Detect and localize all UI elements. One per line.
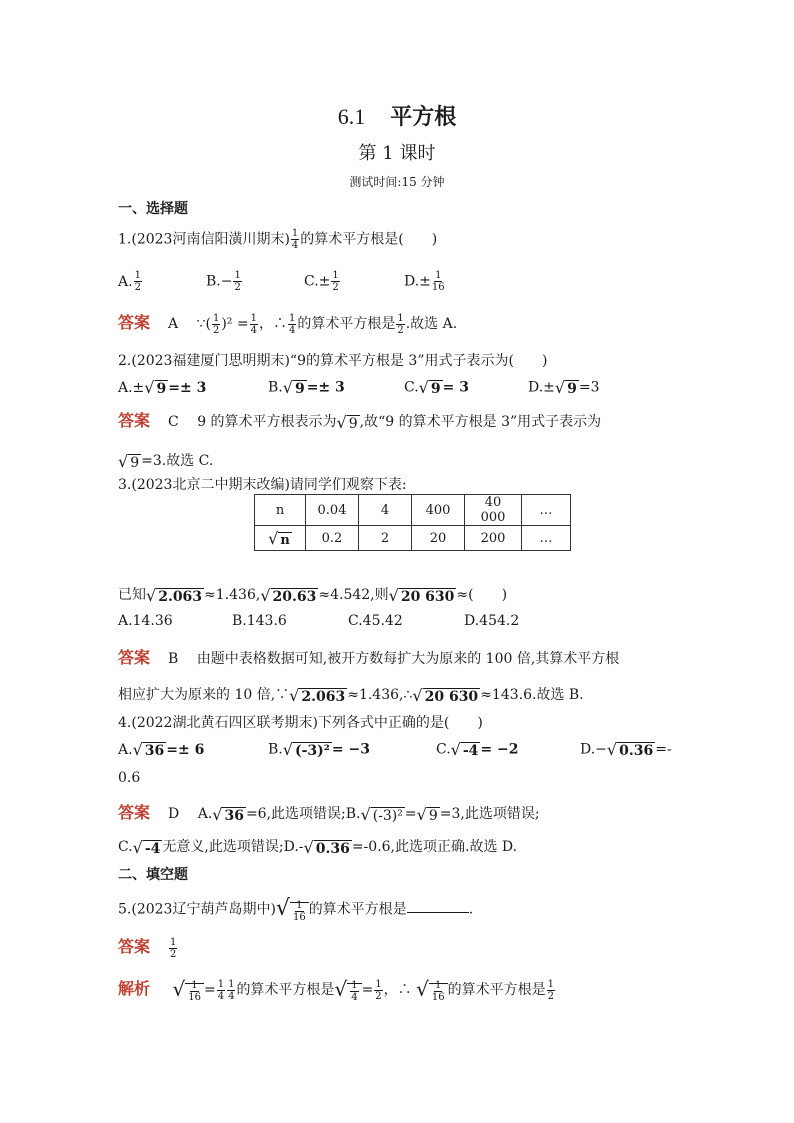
q3-answer-letter: B [168,651,179,667]
q5-end: . [468,901,474,918]
section-title: 平方根 [390,104,457,130]
q1-opt-b-frac [233,270,241,293]
q4-opt-a-rest: =± 6 [166,741,205,758]
q4-exp-5: C. [118,839,133,855]
q2-opt-b-rad: 9 [294,381,305,397]
q2-answer [118,408,601,432]
q2-exp-1: 9 的算术平方根表示为 [197,414,337,430]
q2-exp-line2-radical: √ 9 [118,451,140,471]
q1-exp-2: )² = [221,316,249,332]
q2-opt-c-label: C. [404,379,419,396]
q4-answer-letter: D [168,806,180,822]
q4-answer-line-2 [118,836,517,857]
q1-opt-a-label: A. [118,273,133,290]
q1-option-d [404,270,446,293]
q4-opt-d-rest: =- [655,741,672,758]
q1-exp-frac-2-den: 4 [250,324,257,336]
q3-exp-1: 由题中表格数据可知,被开方数每扩大为原来的 100 倍,其算术平方根 [196,651,620,667]
section-number: 6.1 [337,104,366,129]
q4-option-c [436,740,519,759]
q2-opt-d-radical: √ 9 [554,378,577,397]
q2-opt-a-rest: =± 3 [168,379,207,396]
q5-a-rad-2: √ $\frac{1}{4}$ [334,977,361,1004]
q1-exp-frac-3-den: 4 [288,324,296,336]
q4-opt-c-label: C. [436,741,451,758]
q1-exp-frac-4-num: 1 [397,312,404,324]
q2-option-d [528,378,600,397]
q5-analysis [118,976,556,1003]
q3-table [254,494,571,551]
q5-a-f3-num: 1 [228,978,235,990]
q2-exp-line2: =3.故选 C. [141,453,214,469]
q4-opt-a-label: A. [118,741,133,758]
q1-exp-frac-4-den: 2 [397,324,404,336]
q3-given-2: ≈1.436, [204,587,261,603]
q5-a-f4-num: 1 [351,980,358,992]
q2-option-c [404,378,469,397]
q1-options [118,270,445,293]
q2-opt-a-rad: 9 [156,381,167,397]
q5-a-f5-den: 2 [375,990,382,1002]
q1-fraction [291,228,299,251]
q4-exp-r1: 36 [224,807,244,824]
q5-radical: √ $\frac{1}{16}$ [276,896,309,923]
q5-a-frac-5 [374,979,382,1002]
table-cell: 20 [412,526,465,551]
q5-answer-label: 答案 [118,937,151,956]
q3-given-rad-3: √ 20 630 [388,585,455,605]
q1-exp-frac-4 [396,313,404,336]
q4-opt-b-label: B. [268,741,283,758]
q5-frac-den: 16 [292,911,306,923]
q2-opt-b-rest: =± 3 [306,379,345,396]
q3-option-b: B.143.6 [232,613,287,629]
q4-answer [118,800,540,824]
q5-a-3: = [361,982,374,998]
test-time: 测试时间:15 分钟 [349,175,445,189]
q3-given-r2: 20.63 [272,588,317,605]
q5-a-f7-num: 1 [547,978,554,990]
q1-opt-b-den: 2 [234,282,241,293]
table-cell: 0.2 [306,526,359,551]
q2-opt-d-label: D.± [528,379,555,396]
q4-exp-4: =3,此选项错误; [439,806,540,822]
page-title [0,100,794,131]
q3-option-d: D.454.2 [464,613,520,629]
q5-analysis-label: 解析 [118,979,151,998]
q3-answer-label: 答案 [118,648,151,667]
q4-exp-rad-3: √ 9 [416,804,438,824]
q4-exp-1: A. [197,806,213,822]
q4-option-d-wrap: 0.6 [118,770,141,786]
q2-option-a [118,380,206,396]
question-3: 3.(2023北京二中期末改编)请同学们观察下表: [118,477,407,493]
q5-a-f5-num: 1 [375,978,382,990]
q5-a-5: 的算术平方根是 [447,982,546,998]
q1-exp-frac-1 [212,313,220,336]
q4-opt-c-rest: = −2 [480,741,519,758]
q1-opt-d-num: 1 [435,270,442,281]
q5-answer-num: 1 [170,936,177,948]
q1-suffix: 的算术平方根是( ) [300,231,438,248]
q5-a-frac-3 [227,979,235,1002]
q5-a-1: = [203,982,216,998]
q3-given [118,584,507,605]
q3-given-rad-1: √ 2.063 [146,585,203,605]
q5-suffix: 的算术平方根是 [308,901,407,918]
q1-opt-c-frac [331,270,339,293]
q4-exp-2: =6,此选项错误;B. [245,806,361,822]
q1-exp-1: ∵( [196,316,211,332]
q2-opt-c-rad: 9 [430,381,441,397]
q1-exp-frac-3-num: 1 [288,312,296,324]
q3-given-r1: 2.063 [158,588,203,605]
q3-options [118,613,520,629]
q4-exp-7: =-0.6,此选项正确.故选 D. [351,839,518,855]
q1-exp-4: 的算术平方根是 [297,316,396,332]
q5-a-frac-2 [217,979,225,1002]
question-5 [118,896,473,923]
q4-exp-rad-4: √ -4 [132,837,161,857]
q5-a-4: ，∴ [383,982,412,998]
q4-opt-b-radical: √ (-3)² [282,740,330,759]
q4-opt-d-radical: √ 0.36 [606,740,654,759]
q2-opt-b-radical: √ 9 [282,378,305,397]
q4-answer-label: 答案 [118,803,151,822]
q5-a-rad-1: √ $\frac{1}{16}$ [172,977,203,1004]
q5-a-frac-7 [547,979,555,1002]
table-cell: 2 [359,526,412,551]
q2-opt-a-radical: √ 9 [144,378,167,397]
q4-exp-rad-5: √ 0.36 [303,837,350,857]
q2-exp-radical: √ 9 [336,412,358,432]
question-2: 2.(2023福建厦门思明期末)“9的算术平方根是 3”用式子表示为( ) [118,353,548,369]
q3-answer [118,645,619,668]
question-1 [118,228,437,251]
q3-exp-4: ≈143.6.故选 B. [480,687,584,703]
q4-exp-r2: (-3)² [372,807,403,824]
q4-opt-b-rad: (-3)² [294,743,330,759]
q1-answer [118,310,457,336]
lesson-subtitle: 第 1 课时 [358,143,436,164]
answer-blank[interactable] [407,900,469,913]
table-cell: 400 [412,495,465,526]
q4-option-a [118,742,204,758]
q4-options [118,740,672,759]
q4-exp-rad-1: √ 36 [212,804,244,824]
q5-answer-den: 2 [170,948,177,960]
q5-frac-num: 1 [296,899,303,911]
q1-exp-frac-2 [250,313,258,336]
q4-exp-r4: -4 [144,840,161,857]
q5-a-f6-den: 16 [431,992,445,1004]
q2-opt-d-rest: =3 [578,379,600,396]
q1-opt-a-frac [134,270,142,293]
table-cell: … [522,495,571,526]
q1-opt-d-den: 16 [431,282,445,293]
q3-given-1: 已知 [118,587,146,603]
q2-opt-c-rest: = 3 [442,379,469,396]
q1-opt-d-label: D.± [404,273,431,290]
q2-exp-line2-rad: 9 [130,454,140,471]
section-choice-heading: 一、选择题 [118,201,188,217]
q1-opt-a-num: 1 [134,270,141,281]
q2-option-b [268,378,345,397]
q4-opt-c-radical: √ -4 [450,740,479,759]
q1-opt-d-frac [432,270,445,293]
q3-option-c: C.45.42 [348,613,403,629]
q1-frac-den: 4 [291,240,299,251]
table-cell: √ n [255,526,306,551]
q1-opt-c-label: C.± [304,273,331,290]
table-row [255,495,571,526]
q1-opt-c-den: 2 [332,282,339,293]
q3-exp-r2: 20 630 [424,688,479,705]
q2-exp-2: ,故“9 的算术平方根是 3”用式子表示为 [359,414,602,430]
q1-opt-b-num: 1 [234,270,241,281]
q2-answer-letter: C [168,414,179,430]
q5-a-f2-den: 4 [217,990,225,1002]
q5-a-f6-num: 1 [435,980,442,992]
table-cell: 0.04 [306,495,359,526]
q4-opt-b-rest: = −3 [331,741,370,758]
q1-option-a [118,270,143,293]
q5-a-f7-den: 2 [547,990,554,1002]
q4-opt-d-label: D.− [580,741,607,758]
q1-opt-c-num: 1 [332,270,339,281]
q1-exp-frac-1-num: 1 [212,312,220,324]
q4-exp-6: 无意义,此选项错误;D.- [162,839,304,855]
q2-opt-c-radical: √ 9 [418,378,441,397]
q3-given-r3: 20 630 [400,588,455,605]
table-cell: 200 [465,526,522,551]
q5-a-2: 的算术平方根是 [236,982,335,998]
q3-given-3: ≈4.542,则 [318,587,389,603]
q5-a-rad-3: √ $\frac{1}{16}$ [416,977,447,1004]
q5-prefix: 5.(2023辽宁葫芦岛期中) [118,901,276,918]
q2-opt-b-label: B. [268,379,283,396]
q1-opt-b-label: B.− [206,273,233,290]
q1-exp-frac-1-den: 2 [212,324,220,336]
q1-exp-frac-2-num: 1 [250,312,257,324]
q5-a-f1-den: 16 [188,992,201,1004]
q2-opt-a-label: A.± [118,379,145,396]
q4-exp-rad-2: √ (-3)² [360,804,403,824]
q1-answer-letter: A [168,316,179,332]
q3-option-a: A.14.36 [118,613,173,629]
q3-exp-3: ≈1.436,∴ [347,687,413,703]
q4-opt-d-rad: 0.36 [619,743,654,759]
q4-exp-r5: 0.36 [315,840,350,857]
q3-given-rad-2: √ 20.63 [260,585,317,605]
q4-opt-a-radical: √ 36 [132,740,165,759]
q4-opt-a-rad: 36 [144,743,165,759]
q4-exp-3: = [404,806,417,822]
q1-option-b [206,270,243,293]
q5-a-f2-num: 1 [217,978,225,990]
q2-answer-line-2 [118,450,213,471]
q5-answer [118,934,178,960]
section-fill-heading: 二、填空题 [118,867,188,883]
q1-option-c [304,270,341,293]
table-cell: 4 [359,495,412,526]
q4-opt-c-rad: -4 [462,743,479,759]
q1-exp-3: ，∴ [258,316,287,332]
q1-opt-a-den: 2 [134,282,141,293]
q5-a-f1-num: 1 [191,980,198,992]
q5-a-f4-den: 4 [351,992,358,1004]
table-cell: 40 000 [465,495,522,526]
q3-exp-rad-2: √ 20 630 [412,685,479,705]
q1-frac-num: 1 [291,228,299,239]
q3-given-4: ≈( ) [456,587,508,603]
q4-exp-r3: 9 [428,807,438,824]
q1-prefix: 1.(2023河南信阳潢川期末) [118,231,290,248]
q2-exp-rad: 9 [348,415,358,432]
q5-answer-frac [169,937,177,960]
q2-options [118,378,600,397]
q3-exp-r1: 2.063 [301,688,346,705]
table-cell: … [522,526,571,551]
q4-option-b [268,740,370,759]
q2-answer-label: 答案 [118,411,151,430]
q1-answer-label: 答案 [118,313,151,332]
q2-opt-d-rad: 9 [567,381,577,397]
q4-option-d [580,740,672,759]
q3-answer-line-2 [118,684,584,705]
q5-fraction [293,900,306,923]
q5-a-f3-den: 4 [228,990,235,1002]
q3-exp-2: 相应扩大为原来的 10 倍,∵ [118,687,290,703]
table-row [255,526,571,551]
q3-exp-rad-1: √ 2.063 [289,685,346,705]
table-cell: n [255,495,306,526]
q1-exp-5: .故选 A. [405,316,458,332]
q1-exp-frac-3 [288,313,296,336]
q3-sqrt-n: n [280,532,290,548]
question-4: 4.(2022湖北黄石四区联考期末)下列各式中正确的是( ) [118,715,483,731]
